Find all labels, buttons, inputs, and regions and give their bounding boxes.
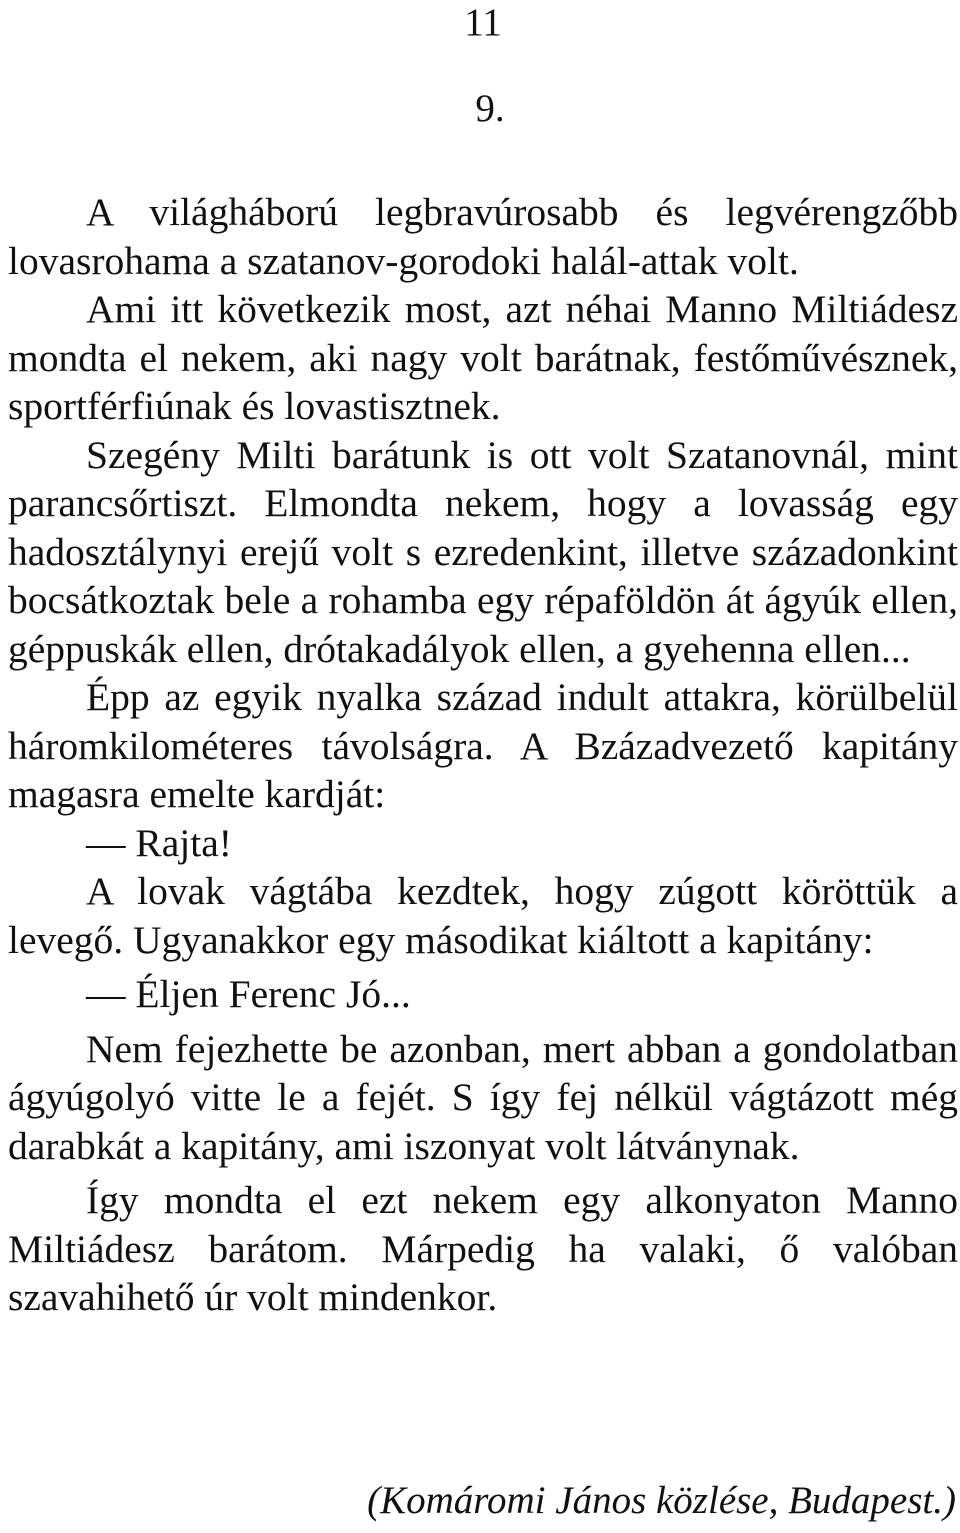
paragraph-cannonball: Nem fejezhette be azonban, mert abban a gondolatban ágyúgolyó vitte le a fejét. S így fej nélkül vágtázott még darabkát a kapitány, ami iszonyat volt látványnak. <box>8 1026 958 1168</box>
dialogue-eljen: — Éljen Ferenc Jó... <box>86 972 411 1016</box>
paragraph-closing: Így mondta el ezt nekem egy alkonyaton Manno Miltiádesz barátom. Márpedig ha valaki, ő valóban szavahihető úr volt mindenkor. <box>8 1178 958 1319</box>
paragraph-source: Ami itt következik most, azt néhai Manno Miltiádesz mondta el nekem, aki nagy volt barátnak, festőművésznek, sportférfiúnak és lovastisztnek. <box>8 287 958 428</box>
paragraph-intro: A világháború legbravúrosabb és legvérengzőbb lovasrohama a szatanov-gorodoki halál-attak volt. <box>8 190 958 283</box>
paragraph-attack: Épp az egyik nyalka század indult attakra, körülbelül háromkilométeres távolságra. A Bzázadvezető kapitány magasra emelte kardját: <box>8 675 958 816</box>
source-credit: (Komáromi János közlése, Budapest.) <box>367 1479 956 1522</box>
paragraph-milti: Szegény Milti barátunk is ott volt Szatanovnál, mint parancsőrtiszt. Elmondta nekem, hogy a lovasság egy hadosztálynyi erejű volt s ezredenkint, illetve századonkint bocsátkoztak bele a rohamba egy répaföldön át ágyúk ellen, géppuskák ellen, drótakadályok ellen, a gyehenna ellen... <box>8 432 958 671</box>
dialogue-rajta: — Rajta! <box>86 820 232 865</box>
page-number: 11 <box>464 1 502 44</box>
paragraph-gallop: A lovak vágtába kezdtek, hogy zúgott köröttük a levegő. Ugyanakkor egy másodikat kiáltott a kapitány: <box>8 869 958 962</box>
body-text <box>8 188 958 1322</box>
chapter-number: 9. <box>475 87 505 130</box>
